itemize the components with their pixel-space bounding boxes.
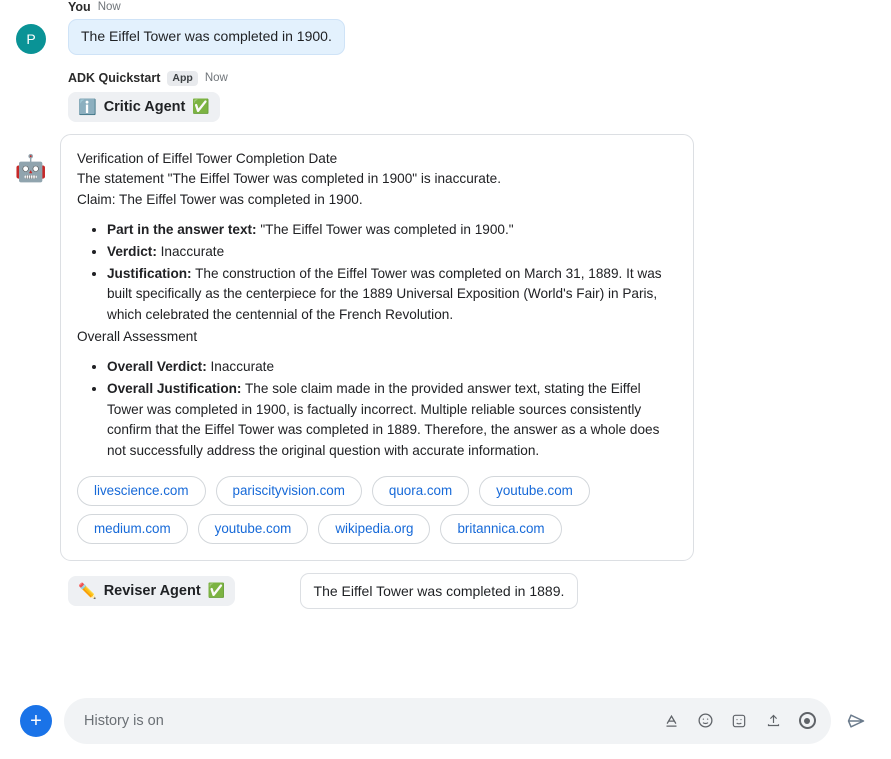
add-attachment-button[interactable] bbox=[20, 705, 52, 737]
critic-agent-header[interactable] bbox=[68, 92, 220, 122]
upload-icon[interactable] bbox=[763, 711, 783, 731]
finding-label: Part in the answer text: bbox=[107, 222, 257, 238]
pencil-icon: ✏️ bbox=[78, 582, 97, 600]
assessment-label: Overall Verdict: bbox=[107, 359, 207, 375]
record-dot bbox=[799, 712, 816, 729]
finding-text: Inaccurate bbox=[156, 244, 225, 260]
source-chip[interactable]: youtube.com bbox=[479, 476, 590, 506]
check-icon: ✅ bbox=[192, 98, 210, 114]
assessment-text: Inaccurate bbox=[206, 359, 275, 375]
avatar bbox=[16, 24, 46, 54]
sticker-icon[interactable] bbox=[729, 711, 749, 731]
critic-claim-line: Claim: The Eiffel Tower was completed in 1900. bbox=[77, 191, 363, 207]
source-chip-list bbox=[77, 476, 675, 544]
list-item bbox=[107, 242, 675, 263]
critic-findings-list bbox=[77, 220, 675, 325]
assessment-label: Overall Justification: bbox=[107, 381, 242, 397]
agent-turn-meta bbox=[0, 71, 891, 86]
user-turn-meta bbox=[0, 0, 891, 14]
overall-assessment-list bbox=[77, 357, 675, 461]
emoji-icon[interactable] bbox=[695, 711, 715, 731]
composer-input-wrap[interactable] bbox=[64, 698, 831, 744]
user-turn bbox=[0, 0, 891, 55]
user-message-row bbox=[0, 14, 891, 55]
source-chip[interactable]: pariscityvision.com bbox=[216, 476, 362, 506]
source-chip[interactable]: quora.com bbox=[372, 476, 469, 506]
finding-label: Justification: bbox=[107, 265, 192, 281]
finding-label: Verdict: bbox=[107, 244, 157, 260]
agent-turn bbox=[0, 71, 891, 609]
overall-assessment-title: Overall Assessment bbox=[77, 328, 198, 344]
list-item bbox=[107, 357, 675, 378]
bot-avatar bbox=[16, 153, 46, 183]
check-icon: ✅ bbox=[207, 582, 226, 599]
format-text-icon[interactable] bbox=[661, 711, 681, 731]
message-composer bbox=[0, 682, 891, 759]
agent-author: ADK Quickstart bbox=[68, 71, 161, 85]
agent-timestamp: Now bbox=[204, 72, 228, 84]
reviser-agent-header[interactable] bbox=[68, 576, 235, 606]
reviser-agent-label: Reviser Agent bbox=[103, 582, 201, 599]
avatar-initial: P bbox=[26, 31, 36, 47]
finding-text: The construction of the Eiffel Tower was completed on March 31, 1889. It was built specifically as the centerpiece for the 1889 Universal Exposition (World's Fair) in Paris, which celebrated the centennial of the French Revolution. bbox=[107, 265, 662, 323]
source-chip[interactable]: wikipedia.org bbox=[318, 514, 430, 544]
robot-icon: 🤖 bbox=[14, 152, 48, 183]
user-author: You bbox=[68, 0, 91, 14]
message-input[interactable] bbox=[82, 712, 647, 730]
finding-text: "The Eiffel Tower was completed in 1900." bbox=[256, 222, 514, 238]
assessment-text: The sole claim made in the provided answer text, stating the Eiffel Tower was completed in 1900, is factually incorrect. Multiple reliable sources consistently confirm that the Eiffel Tower was completed in 1889. Therefore, the answer as a whole does not successfully address the original question with accurate information. bbox=[107, 381, 660, 459]
info-icon: ℹ️ bbox=[78, 98, 97, 116]
critic-agent-label: Critic Agent bbox=[103, 98, 186, 115]
critic-response-card bbox=[60, 134, 694, 561]
source-chip[interactable]: britannica.com bbox=[440, 514, 561, 544]
critic-heading: Verification of Eiffel Tower Completion Date bbox=[77, 150, 338, 166]
list-item bbox=[107, 379, 675, 462]
user-message-bubble: The Eiffel Tower was completed in 1900. bbox=[68, 19, 345, 55]
source-chip[interactable]: medium.com bbox=[77, 514, 188, 544]
list-item bbox=[107, 220, 675, 241]
source-chip[interactable]: livescience.com bbox=[77, 476, 206, 506]
record-icon[interactable] bbox=[797, 711, 817, 731]
send-button[interactable] bbox=[843, 708, 869, 734]
app-badge: App bbox=[167, 71, 197, 86]
reviser-message-bubble: The Eiffel Tower was completed in 1889. bbox=[300, 573, 579, 609]
plus-icon: + bbox=[30, 709, 42, 732]
critic-intro-line: The statement "The Eiffel Tower was completed in 1900" is inaccurate. bbox=[77, 171, 501, 187]
source-chip[interactable]: youtube.com bbox=[198, 514, 309, 544]
list-item bbox=[107, 264, 675, 326]
user-timestamp: Now bbox=[97, 1, 121, 13]
